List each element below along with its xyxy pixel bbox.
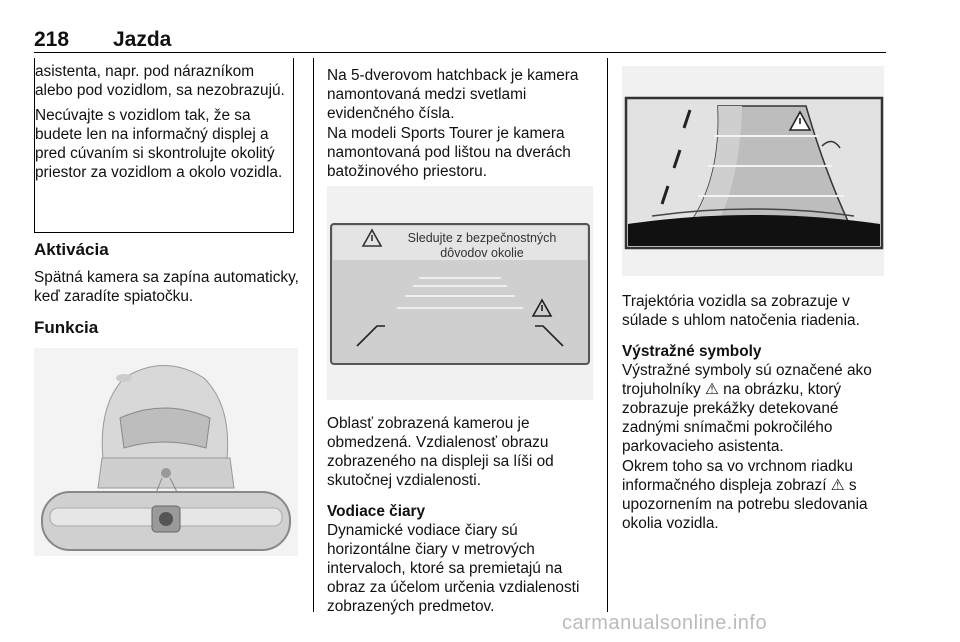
column-divider (313, 58, 314, 612)
heading-warning-symbols: Výstražné symboly (622, 343, 762, 360)
paragraph-warning-symbols (622, 361, 886, 456)
display-warning-line1: Sledujte z bezpečnostných (407, 231, 557, 245)
warning-text-part: Výstražné symboly sú označené ako trojuholníky (622, 362, 872, 398)
display-warning-line2: dôvodov okolie (440, 246, 524, 260)
paragraph-camera-area: Oblasť zobrazená kamerou je obmedzená. Vzdialenosť obrazu zobrazeného na displeji sa líši od skutočnej vzdialenosti. (327, 415, 554, 489)
paragraph-top-line-warning (622, 457, 886, 533)
column-divider (607, 58, 608, 612)
top-line-text-part: s upozornením na potrebu sledovania okolia vozidla. (622, 477, 868, 532)
activation-text: Spätná kamera sa zapína automaticky, keď zaradíte spiatočku. (34, 269, 299, 305)
warning-text-part: na obrázku, ktorý zobrazuje prekážky detekované zadnými snímačmi pokročilého parkovacieho asistenta. (622, 381, 842, 455)
warning-box-paragraph: Necúvajte s vozidlom tak, že sa budete len na informačný displej a pred cúvaním si skontrolujte okolitý priestor za vozidlom a okolo vozidla. (35, 107, 283, 181)
page-title: Jazda (113, 28, 172, 51)
header-rule (34, 52, 886, 53)
footer-watermark: carmanualsonline.info (562, 612, 768, 634)
warning-box-paragraph: asistenta, napr. pod nárazníkom alebo pod vozidlom, sa nezobrazujú. (35, 63, 285, 99)
trajectory-display-illustration (622, 66, 884, 276)
page-number: 218 (34, 28, 70, 51)
car-rear-camera-illustration (34, 348, 298, 556)
heading-function: Funkcia (34, 318, 99, 337)
paragraph-guide-lines: Dynamické vodiace čiary sú horizontálne čiary v metrových intervaloch, ktoré sa premietajú na obraz za účelom určenia vzdialenosti zobrazených predmetov. (327, 522, 580, 615)
top-line-text-part: Okrem toho sa vo vrchnom riadku informačného displeja zobrazí (622, 458, 853, 494)
heading-activation: Aktivácia (34, 240, 109, 259)
warning-box (34, 58, 294, 233)
paragraph-camera-hatchback: Na 5-dverovom hatchback je kamera namontovaná medzi svetlami evidenčného čísla. (327, 67, 579, 122)
heading-guide-lines: Vodiace čiary (327, 503, 426, 520)
warning-triangle-icon: ⚠ (704, 381, 719, 398)
paragraph-camera-tourer: Na modeli Sports Tourer je kamera namontovaná pod lištou na dverách batožinového priestoru. (327, 125, 571, 180)
paragraph-trajectory: Trajektória vozidla sa zobrazuje v súlade s uhlom natočenia riadenia. (622, 293, 860, 329)
warning-triangle-icon: ⚠ (830, 477, 845, 494)
camera-display-illustration (327, 186, 593, 400)
